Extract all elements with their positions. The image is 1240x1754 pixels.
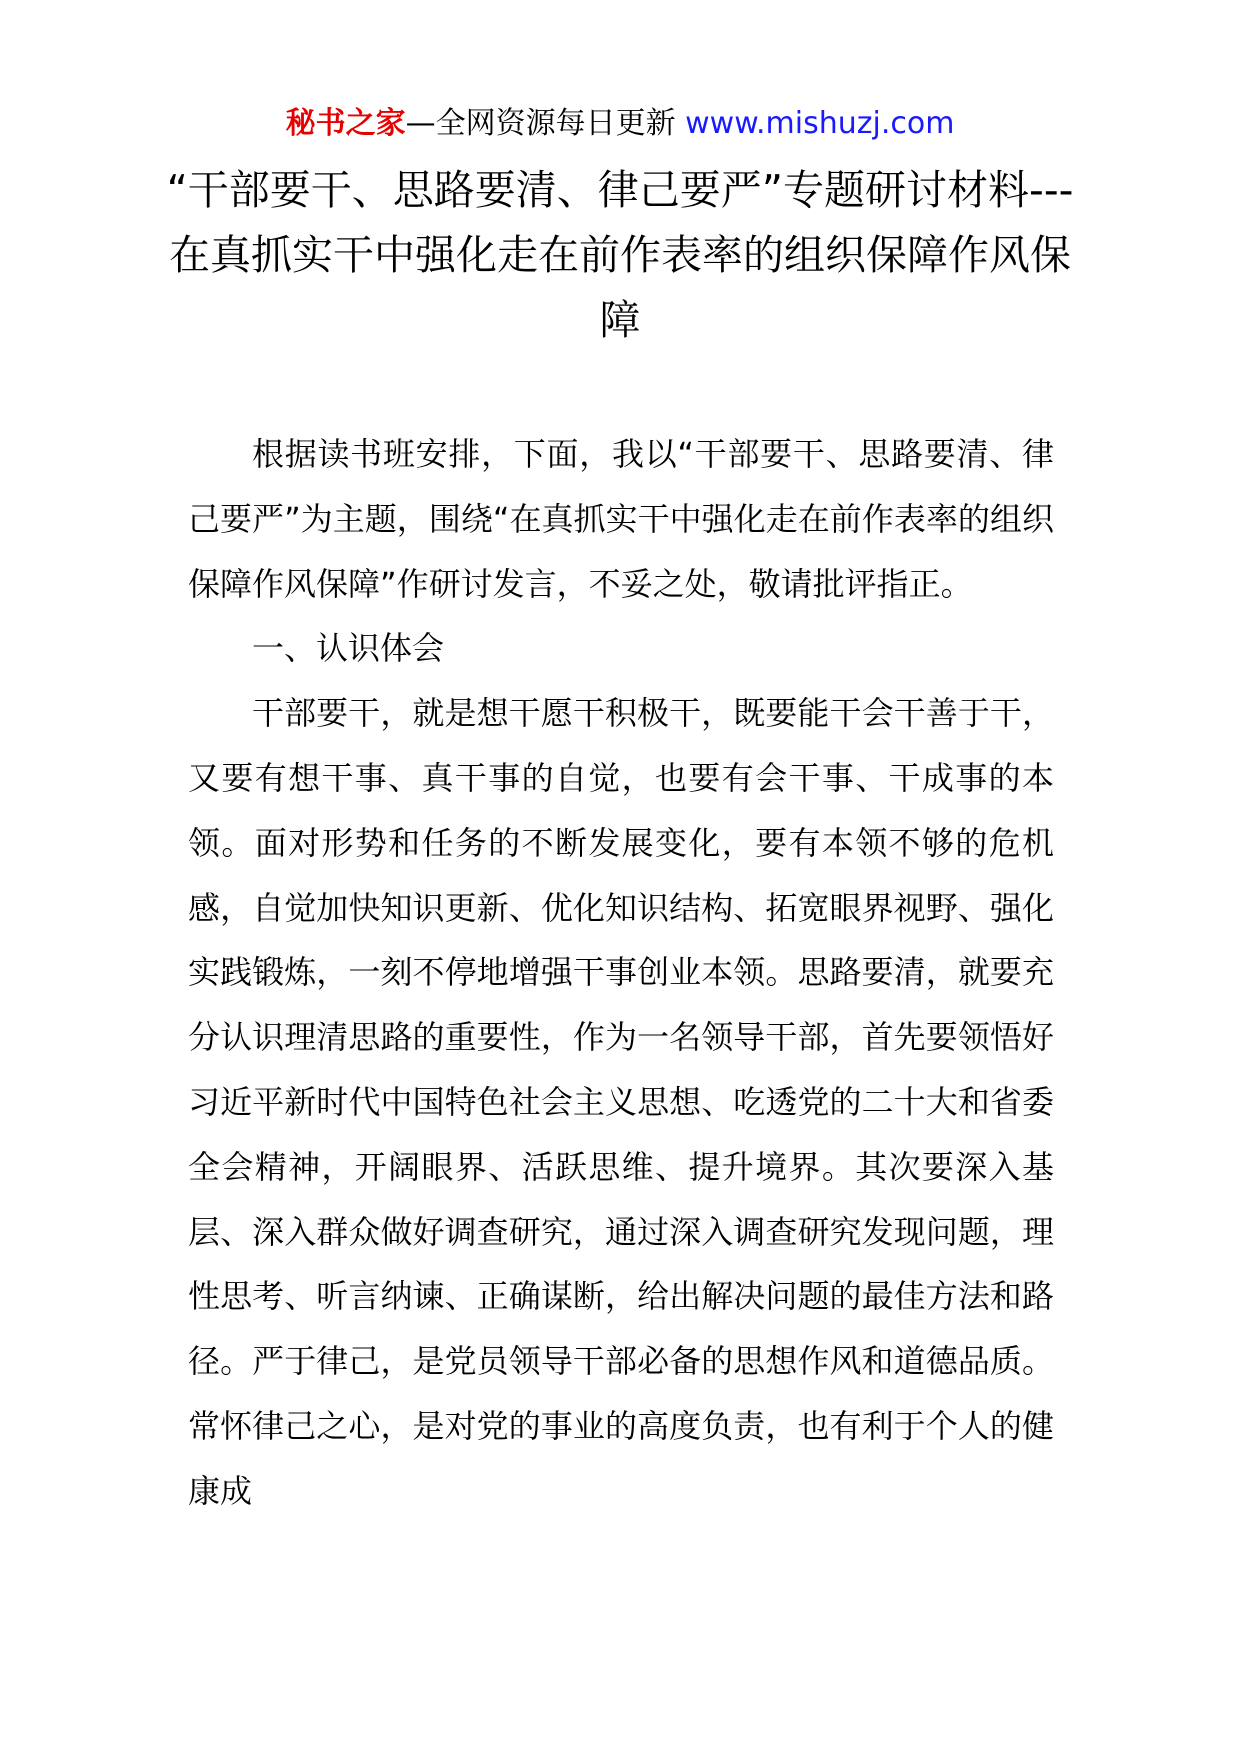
document-body [188, 422, 1054, 1524]
header-tagline: —全网资源每日更新 [405, 106, 686, 141]
brand-name: 秘书之家 [285, 106, 406, 141]
section-heading-understanding: 一、认识体会 [252, 629, 445, 668]
site-url-link[interactable]: www.mishuzj.com [685, 106, 955, 141]
site-header-banner [0, 100, 1240, 148]
paragraph-intro: 根据读书班安排，下面，我以“干部要干、思路要清、律己要严”为主题，围绕“在真抓实干中强化走在前作表率的组织保障作风保障”作研讨发言，不妥之处，敬请批评指正。 [188, 435, 1054, 603]
document-title: “干部要干、思路要清、律己要严”专题研讨材料---在真抓实干中强化走在前作表率的组织保障作风保障 [166, 166, 1074, 344]
paragraph-body: 干部要干，就是想干愿干积极干，既要能干会干善于干，又要有想干事、真干事的自觉，也要有会干事、干成事的本领。面对形势和任务的不断发展变化，要有本领不够的危机感，自觉加快知识更新、优化知识结构、拓宽眼界视野、强化实践锻炼，一刻不停地增强干事创业本领。思路要清，就要充分认识理清思路的重要性，作为一名领导干部，首先要领悟好习近平新时代中国特色社会主义思想、吃透党的二十大和省委全会精神，开阔眼界、活跃思维、提升境界。其次要深入基层、深入群众做好调查研究，通过深入调查研究发现问题，理性思考、听言纳谏、正确谋断，给出解决问题的最佳方法和路径。严于律己，是党员领导干部必备的思想作风和道德品质。常怀律己之心，是对党的事业的高度负责，也有利于个人的健康成 [188, 694, 1054, 1510]
